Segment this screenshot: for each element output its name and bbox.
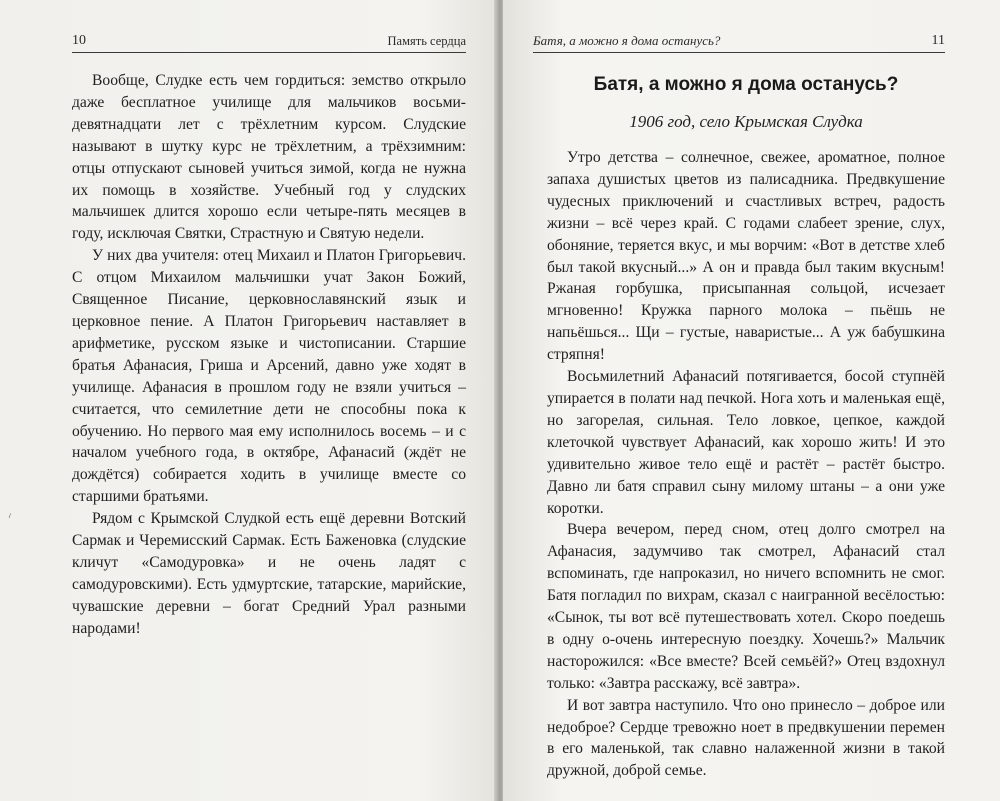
left-body-text (72, 70, 466, 640)
left-paragraph-1: Вообще, Слудке есть чем гордиться: земство открыло даже бесплатное училище для мальчиков восьми-девятнадцати лет с трёхлетним курсом. Слудские называют в шутку курс не трёхлетним, а трёхзимним: отцы отпускают сыновей учиться зимой, когда не нужна их помощь в хозяйстве. Учебный год у слудских мальчишек длится хорошо если четыре-пять месяцев в году, исключая Святки, Страстную и Святую недели. (72, 72, 466, 243)
ink-blot-mark: ⸝ (4, 508, 14, 521)
right-running-title: Батя, а можно я дома останусь? (533, 33, 721, 48)
chapter-subtitle: 1906 год, село Крымская Слудка (629, 112, 863, 131)
left-paragraph-2: У них два учителя: отец Михаил и Платон Григорьевич. С отцом Михаилом мальчишки учат Закон Божий, Священное Писание, церковнославянский язык и церковное пение. А Платон Григорьевич наставляет в арифметике, русском языке и чистописании. Старшие братья Афанасия, Гриша и Арсений, давно уже ходят в училище. Афанасия в прошлом году не взяли учиться – считается, что семилетние дети не способны пока к обучению. Но первого мая ему исполнилось восемь – и с началом учебного года, в октябре, Афанасий (ждёт не дождётся) собирается ходить в училище вместе со старшими братьями. (72, 247, 466, 506)
right-running-head (533, 30, 945, 53)
left-running-title: Память сердца (387, 34, 466, 48)
right-paragraph-1: Утро детства – солнечное, свежее, ароматное, полное запаха душистых цветов из палисадника. Предвкушение чудесных приключений и счастливых встреч, радость жизни – всё через край. С годами слабеет зрение, слух, обоняние, теряется вкус, и мы ворчим: «Вот в детстве хлеб был такой вкусный...» А он и правда был таким вкусным! Ржаная горбушка, присыпанная сольцой, исчезает мгновенно! Кружка парного молока – пьёшь не напьёшься... Щи – густые, наваристые... А уж бабушкина стряпня! (547, 149, 945, 364)
right-paragraph-3: Вчера вечером, перед сном, отец долго смотрел на Афанасия, задумчиво так смотрел, Афанасий стал вспоминать, где напроказил, но ничего вспомнить не смог. Батя погладил по вихрам, сказал с наигранной весёлостью: «Сынок, ты вот всё путешествовать хотел. Скоро поедешь в одну о-очень интересную поездку. Хочешь?» Мальчик насторожился: «Все вместе? Всей семьёй?» Отец вздохнул только: «Завтра расскажу, всё завтра». (547, 521, 945, 692)
right-paragraph-2: Восьмилетний Афанасий потягивается, босой ступнёй упирается в полати над печкой. Нога хоть и маленькая ещё, но загорелая, сильная. Тело ловкое, цепкое, каждой клеточкой чувствует Афанасий, как хорошо жить! И это удивительно живое тело ещё и растёт – растёт быстро. Давно ли батя справил сыну милому штаны – а они уже коротки. (547, 368, 945, 517)
right-paragraph-4: И вот завтра наступило. Что оно принесло – доброе или недоброе? Сердце тревожно ноет в предвкушении перемен в его маленькой, так славно налаженной жизни в такой дружной, доброй семье. (547, 696, 945, 780)
right-page-number: 11 (931, 33, 945, 48)
right-page (503, 0, 1000, 801)
left-paragraph-3: Рядом с Крымской Слудкой есть ещё деревни Вотский Сармак и Черемисский Сармак. Есть Баженовка (слудские кличут «Самодуровка» и не очень ладят с самодуровскими). Есть удмуртские, татарские, марийские, чувашские деревни – богат Средний Урал разными народами! (72, 510, 466, 637)
chapter-title: Батя, а можно я дома останусь? (593, 74, 899, 95)
left-page (0, 0, 497, 801)
right-body-text (547, 147, 945, 782)
left-page-number: 10 (72, 33, 86, 48)
left-running-head (72, 30, 466, 53)
